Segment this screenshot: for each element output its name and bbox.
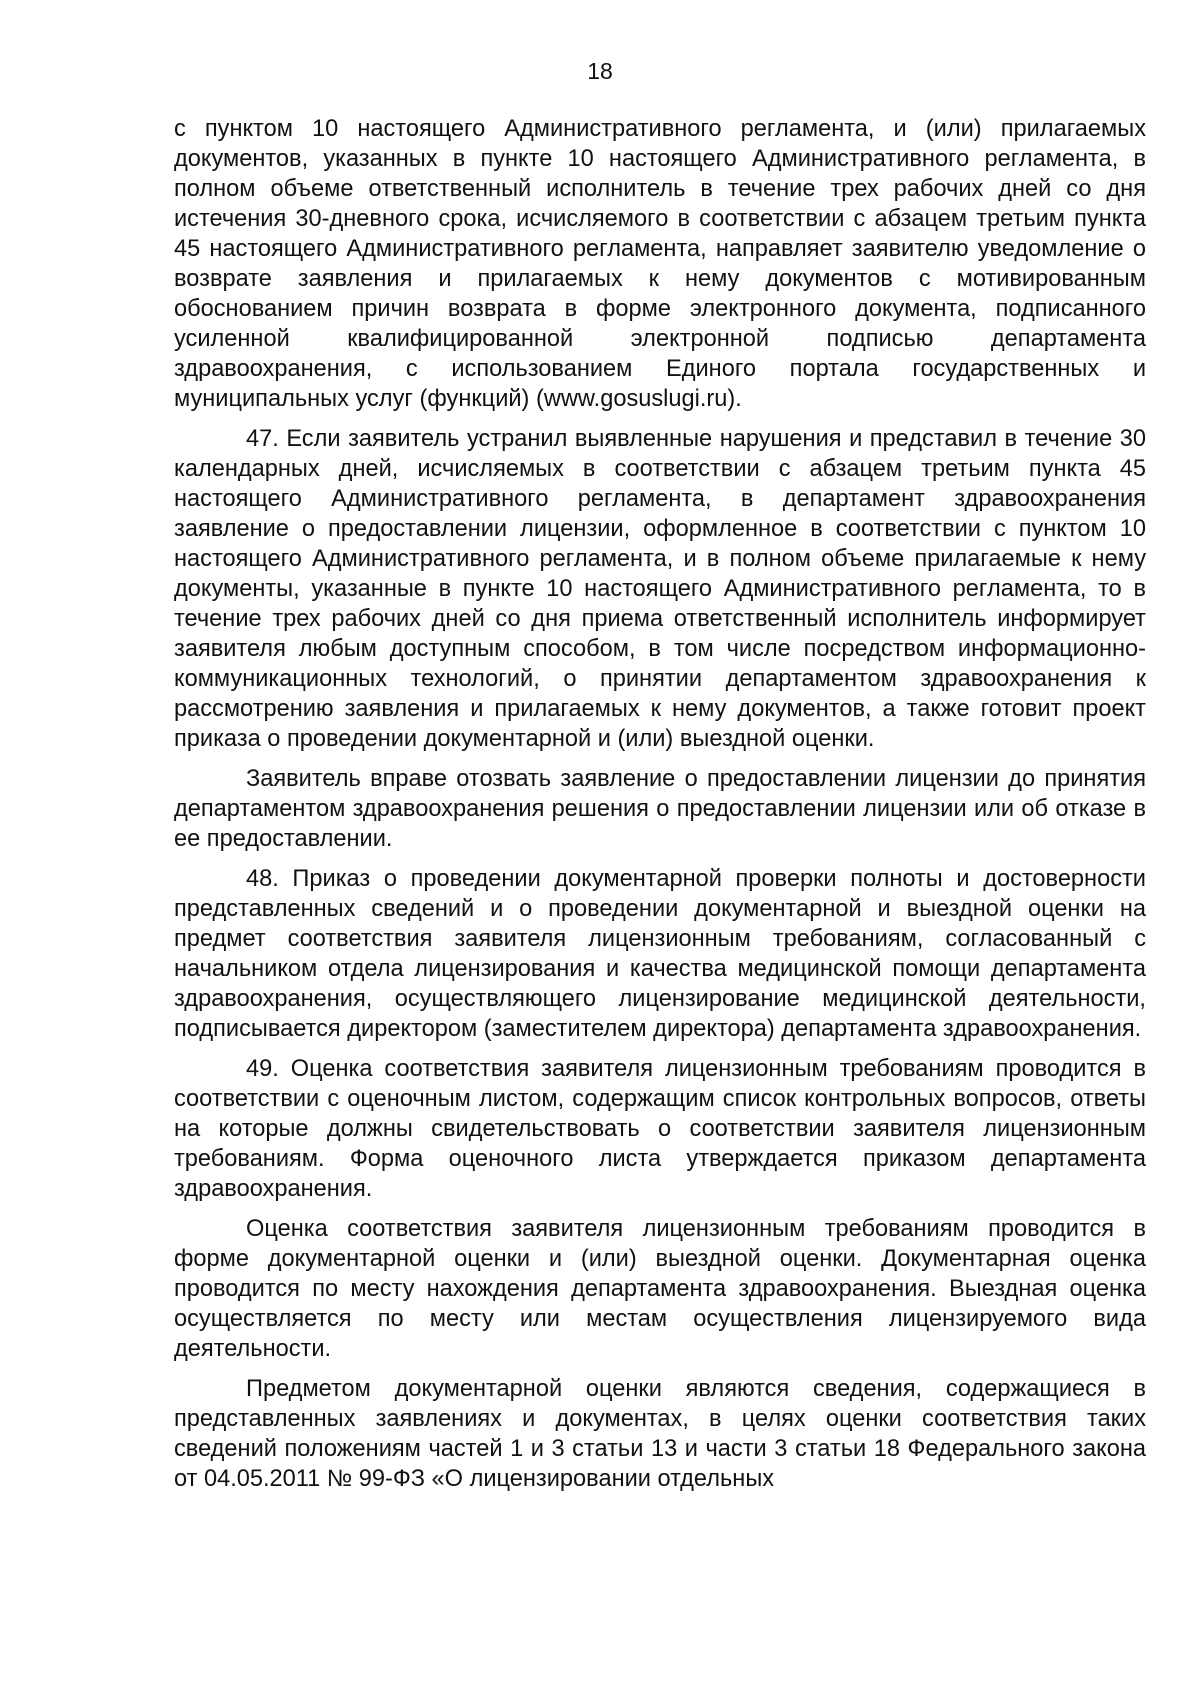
paragraph-49-assessment-forms: Оценка соответствия заявителя лицензионным требованиям проводится в форме документарной оценки и (или) выездной оценки. Документарная оценка проводится по месту нахождения департамента здравоохранения. Выездная оценка осуществляется по месту или местам осуществления лицензируемого вида деятельности. bbox=[174, 1216, 1146, 1362]
paragraph-47: 47. Если заявитель устранил выявленные нарушения и представил в течение 30 календарных дней, исчисляемых в соответствии с абзацем третьим пункта 45 настоящего Административного регламента, в департамент здравоохранения заявление о предоставлении лицензии, оформленное в соответствии с пунктом 10 настоящего Административного регламента, и в полном объеме прилагаемые к нему документы, указанные в пункте 10 настоящего Административного регламента, то в течение трех рабочих дней со дня приема ответственный исполнитель информирует заявителя любым доступным способом, в том числе посредством информационно-коммуникационных технологий, о принятии департаментом здравоохранения к рассмотрению заявления и прилагаемых к нему документов, а также готовит проект приказа о проведении документарной и (или) выездной оценки. bbox=[174, 426, 1146, 752]
paragraph-49-documentary-subject: Предметом документарной оценки являются сведения, содержащиеся в представленных заявлениях и документах, в целях оценки соответствия таких сведений положениям частей 1 и 3 статьи 13 и части 3 статьи 18 Федерального закона от 04.05.2011 № 99-ФЗ «О лицензировании отдельных bbox=[174, 1376, 1146, 1492]
paragraph-continuation-46: с пунктом 10 настоящего Административного регламента, и (или) прилагаемых документов, указанных в пункте 10 настоящего Административного регламента, в полном объеме ответственный исполнитель в течение трех рабочих дней со дня истечения 30-дневного срока, исчисляемого в соответствии с абзацем третьим пункта 45 настоящего Административного регламента, направляет заявителю уведомление о возврате заявления и прилагаемых к нему документов с мотивированным обоснованием причин возврата в форме электронного документа, подписанного усиленной квалифицированной электронной подписью департамента здравоохранения, с использованием Единого портала государственных и муниципальных услуг (функций) (www.gosuslugi.ru). bbox=[174, 116, 1146, 412]
document-body bbox=[174, 114, 1146, 1504]
paragraph-48: 48. Приказ о проведении документарной проверки полноты и достоверности представленных сведений и о проведении документарной и выездной оценки на предмет соответствия заявителя лицензионным требованиям, согласованный с начальником отдела лицензирования и качества медицинской помощи департамента здравоохранения, осуществляющего лицензирование медицинской деятельности, подписывается директором (заместителем директора) департамента здравоохранения. bbox=[174, 866, 1146, 1042]
paragraph-47-withdrawal: Заявитель вправе отозвать заявление о предоставлении лицензии до принятия департаментом здравоохранения решения о предоставлении лицензии или об отказе в ее предоставлении. bbox=[174, 766, 1146, 852]
paragraph-49: 49. Оценка соответствия заявителя лицензионным требованиям проводится в соответствии с оценочным листом, содержащим список контрольных вопросов, ответы на которые должны свидетельствовать о соответствии заявителя лицензионным требованиям. Форма оценочного листа утверждается приказом департамента здравоохранения. bbox=[174, 1056, 1146, 1202]
page-number: 18 bbox=[587, 58, 613, 84]
